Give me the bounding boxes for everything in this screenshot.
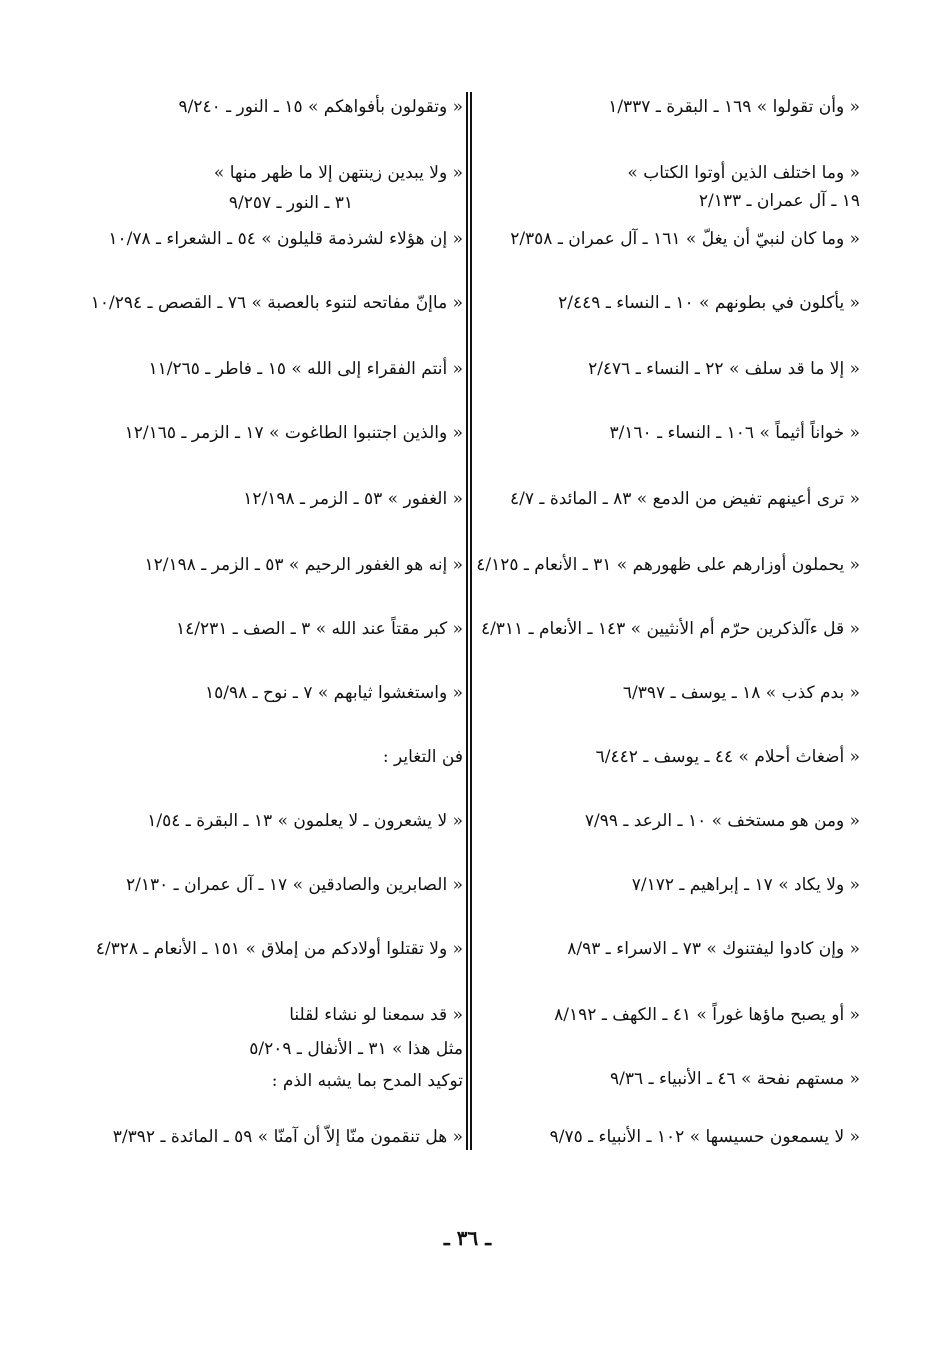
index-entry: ١٩ ـ آل عمران ـ ٢/١٣٣ — [698, 191, 860, 211]
section-heading: فن التغاير : — [382, 747, 463, 767]
index-entry: « ولا يكاد » ١٧ ـ إبراهيم ـ ٧/١٧٢ — [631, 875, 860, 895]
section-heading: توكيد المدح بما يشبه الذم : — [271, 1071, 463, 1091]
index-entry: « بدم كذب » ١٨ ـ يوسف ـ ٦/٣٩٧ — [622, 683, 860, 703]
index-entry: « إلا ما قد سلف » ٢٢ ـ النساء ـ ٢/٤٧٦ — [588, 359, 860, 379]
index-entry: « واستغشوا ثيابهم » ٧ ـ نوح ـ ١٥/٩٨ — [204, 683, 463, 703]
index-entry: « أنتم الفقراء إلى الله » ١٥ ـ فاطر ـ ١١/٢٦٥ — [148, 359, 463, 379]
index-entry: « الصابرين والصادقين » ١٧ ـ آل عمران ـ ٢/١٣٠ — [126, 875, 463, 895]
index-entry: « والذين اجتنبوا الطاغوت » ١٧ ـ الزمر ـ ١٢/١٦٥ — [124, 423, 463, 443]
index-entry: « يحملون أوزارهم على ظهورهم » ٣١ ـ الأنعام ـ ٤/١٢٥ — [476, 555, 860, 575]
index-entry: « وما كان لنبيّ أن يغلّ » ١٦١ ـ آل عمران ـ ٢/٣٥٨ — [510, 229, 860, 249]
index-entry: « وأن تقولوا » ١٦٩ ـ البقرة ـ ١/٣٣٧ — [608, 97, 860, 117]
index-entry: « وتقولون بأفواهكم » ١٥ ـ النور ـ ٩/٢٤٠ — [178, 97, 463, 117]
index-entry: « وإن كادوا ليفتنوك » ٧٣ ـ الاسراء ـ ٨/٩٣ — [567, 939, 860, 959]
index-entry: « ولا يبدين زينتهن إلا ما ظهر منها » — [213, 163, 463, 183]
index-entry: « يأكلون في بطونهم » ١٠ ـ النساء ـ ٢/٤٤٩ — [558, 293, 860, 313]
index-entry: « لا يسمعون حسيسها » ١٠٢ ـ الأنبياء ـ ٩/٧٥ — [549, 1127, 860, 1147]
index-entry: « مستهم نفحة » ٤٦ ـ الأنبياء ـ ٩/٣٦ — [610, 1069, 860, 1089]
index-entry: « أضغاث أحلام » ٤٤ ـ يوسف ـ ٦/٤٤٢ — [595, 747, 860, 767]
index-entry: « ماإنّ مفاتحه لتنوء بالعصبة » ٧٦ ـ القصص ـ ١٠/٢٩٤ — [90, 293, 463, 313]
index-entry: « قل ءآلذكرين حرّم أم الأنثيين » ١٤٣ ـ الأنعام ـ ٤/٣١١ — [480, 619, 860, 639]
index-entry: « خواناً أثيماً » ١٠٦ ـ النساء ـ ٣/١٦٠ — [609, 423, 860, 443]
index-entry: « وما اختلف الذين أوتوا الكتاب » — [627, 163, 860, 183]
index-entry: « إنه هو الغفور الرحيم » ٥٣ ـ الزمر ـ ١٢/١٩٨ — [144, 555, 463, 575]
index-entry: « لا يشعرون ـ لا يعلمون » ١٣ ـ البقرة ـ ١/٥٤ — [147, 811, 463, 831]
index-entry: « قد سمعنا لو نشاء لقلنا — [289, 1005, 463, 1025]
index-entry: « الغفور » ٥٣ ـ الزمر ـ ١٢/١٩٨ — [243, 489, 463, 509]
index-entry: « أو يصبح ماؤها غوراً » ٤١ ـ الكهف ـ ٨/١٩٢ — [554, 1005, 860, 1025]
index-entry: « كبر مقتاً عند الله » ٣ ـ الصف ـ ١٤/٢٣١ — [175, 619, 463, 639]
index-entry: « هل تنقمون منّا إلاّ أن آمنّا » ٥٩ ـ المائدة ـ ٣/٣٩٢ — [112, 1127, 463, 1147]
index-entry: « ومن هو مستخف » ١٠ ـ الرعد ـ ٧/٩٩ — [584, 811, 860, 831]
index-entry: مثل هذا » ٣١ ـ الأنفال ـ ٥/٢٠٩ — [249, 1039, 463, 1059]
left-column — [90, 0, 463, 1355]
column-rule — [470, 92, 472, 1150]
index-entry: « إن هؤلاء لشرذمة قليلون » ٥٤ ـ الشعراء ـ ١٠/٧٨ — [108, 229, 463, 249]
column-rule — [466, 92, 468, 1150]
index-entry: « ولا تقتلوا أولادكم من إملاق » ١٥١ ـ الأنعام ـ ٤/٣٢٨ — [95, 939, 463, 959]
index-entry: ٣١ ـ النور ـ ٩/٢٥٧ — [228, 193, 353, 213]
page-number: ـ ٣٦ ـ — [443, 1226, 492, 1250]
index-entry: « ترى أعينهم تفيض من الدمع » ٨٣ ـ المائدة ـ ٤/٧ — [510, 489, 860, 509]
right-column — [470, 0, 860, 1355]
